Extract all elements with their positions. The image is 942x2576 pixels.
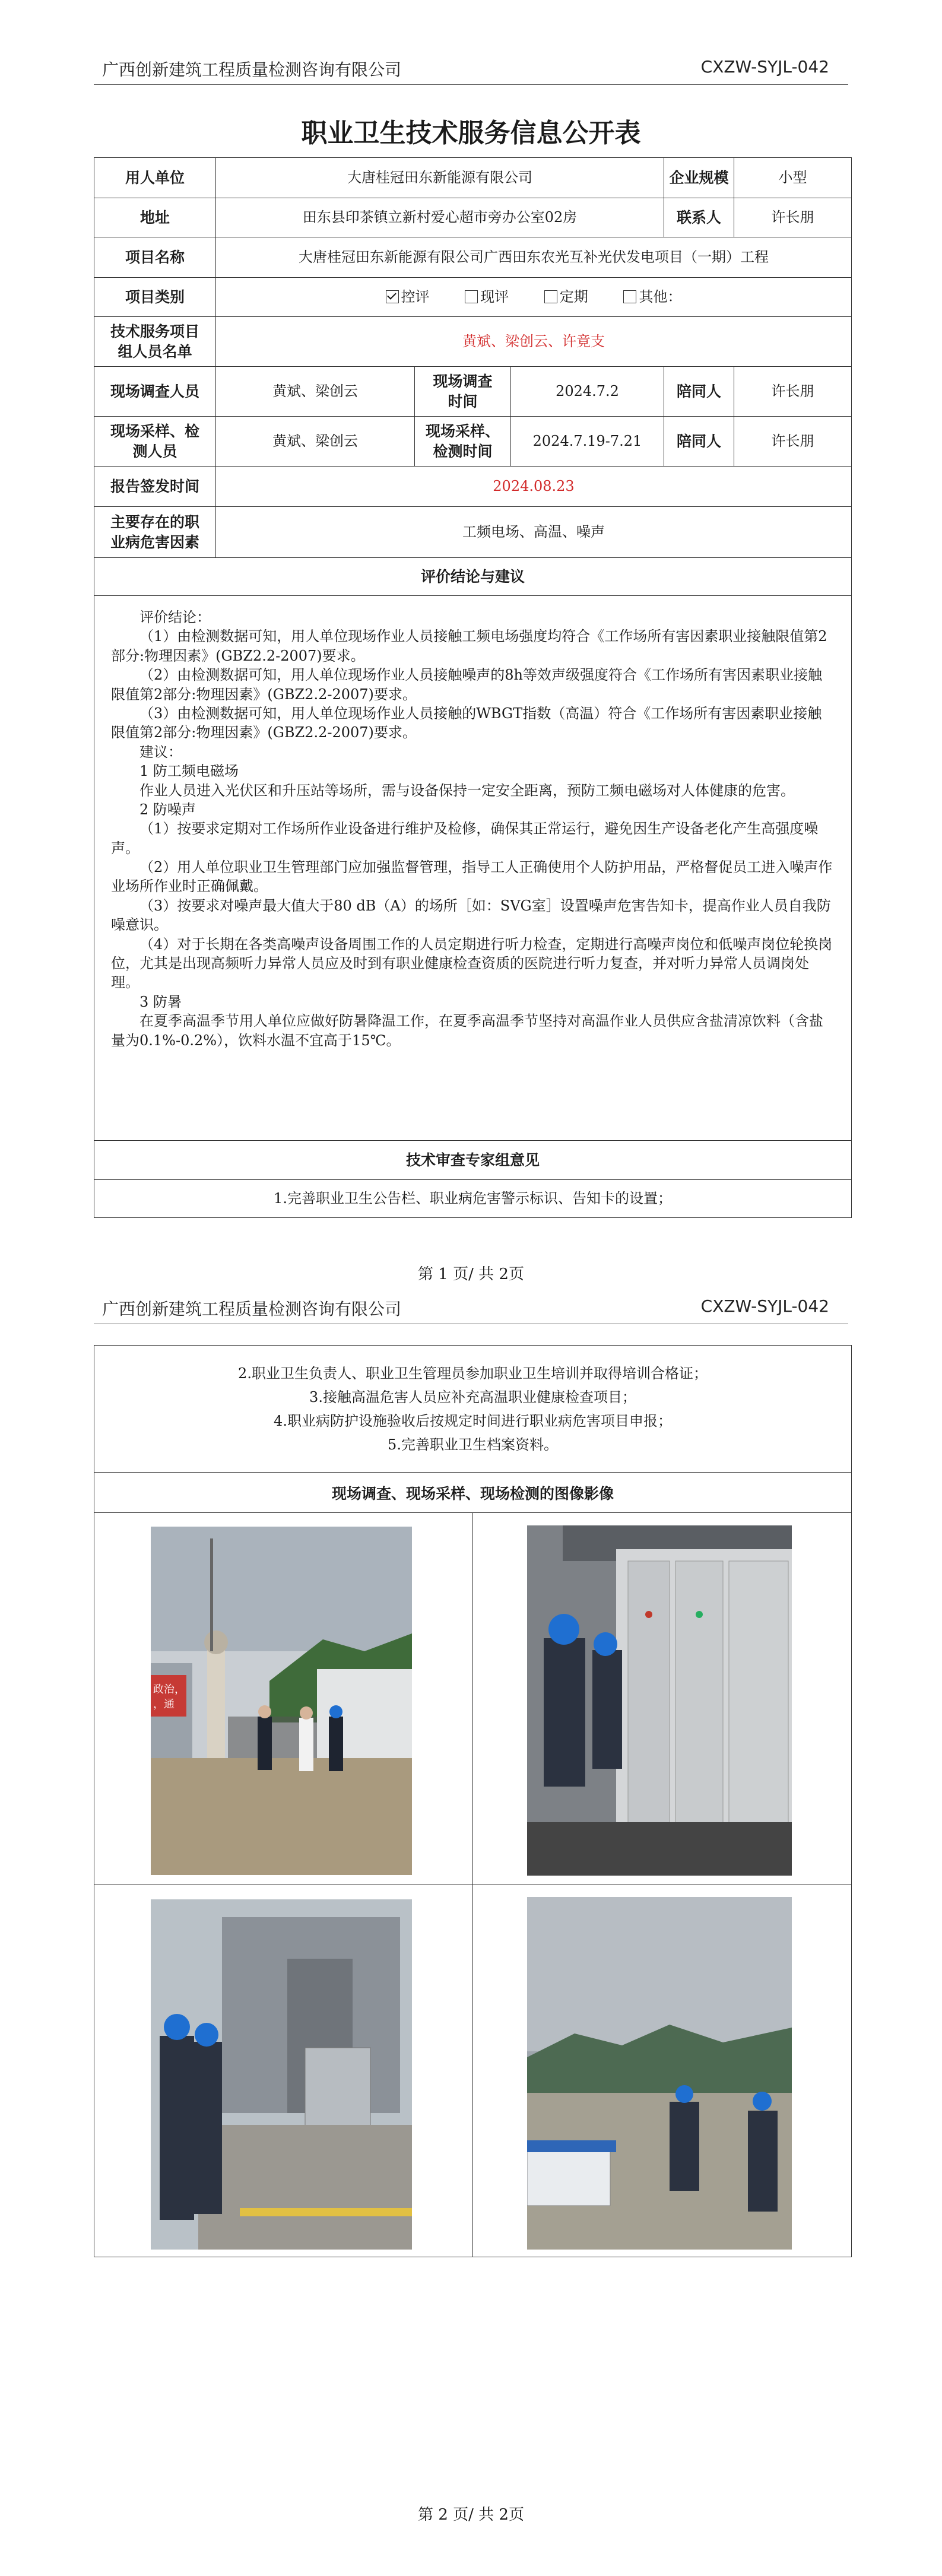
team-value: 黄斌、梁创云、许竟支 (216, 317, 852, 367)
photos-heading: 现场调查、现场采样、现场检测的图像影像 (94, 1473, 852, 1513)
evaluation-line: 评价结论： (139, 609, 211, 626)
evaluation-line: （4）对于长期在各类高噪声设备周围工作的人员定期进行听力检查，定期进行高噪声岗位和低噪声岗位轮换岗位，尤其是出现高频听力异常人员应及时到有职业健康检查资质的医院进行听力复查，并对听力异常人员调岗处理。 (111, 935, 833, 991)
checkbox-icon (623, 290, 636, 303)
document-code: CXZW-SYJL-042 (700, 57, 829, 77)
hazard-value: 工频电场、高温、噪声 (216, 507, 852, 558)
page-title: 职业卫生技术服务信息公开表 (301, 118, 641, 148)
page-header-2 (95, 1296, 847, 1322)
evaluation-body (94, 596, 852, 1141)
employer-label: 用人单位 (94, 158, 216, 198)
header-divider (94, 84, 848, 85)
row-evaluation-heading (94, 558, 852, 596)
info-table (94, 157, 852, 1218)
evaluation-line: 1 防工频电磁场 (139, 763, 239, 780)
checkbox-icon (465, 290, 478, 303)
company-name: 广西创新建筑工程质量检测咨询有限公司 (102, 1299, 402, 1319)
expert-item: 2.职业卫生负责人、职业卫生管理员参加职业卫生培训并取得培训合格证； (238, 1365, 708, 1382)
evaluation-line: （1）由检测数据可知，用人单位现场作业人员接触工频电场强度均符合《工作场所有害因素职业接触限值第2部分:物理因素》(GBZ2.2-2007)要求。 (111, 628, 827, 664)
checkbox-checked-icon (386, 290, 399, 303)
row-photos-heading (94, 1473, 852, 1513)
sampling-time-label: 现场采样、 检测时间 (415, 417, 511, 467)
expert-item: 5.完善职业卫生档案资料。 (388, 1436, 558, 1453)
row-team (94, 317, 852, 367)
photo-transformer-yard (151, 1899, 412, 2250)
sampling-person-value: 黄斌、梁创云 (216, 417, 415, 467)
hazard-label: 主要存在的职 业病危害因素 (94, 507, 216, 558)
expert-items-cell (94, 1346, 852, 1473)
expert-item: 4.职业病防护设施验收后按规定时间进行职业病危害项目申报； (274, 1412, 672, 1429)
photo-site-entrance (151, 1527, 412, 1875)
project-label: 项目名称 (94, 237, 216, 278)
expert-heading: 技术审查专家组意见 (94, 1141, 852, 1180)
evaluation-line: （2）由检测数据可知，用人单位现场作业人员接触噪声的8h等效声级强度符合《工作场所有害因素职业接触限值第2部分:物理因素》(GBZ2.2-2007)要求。 (111, 667, 822, 703)
category-option-periodic[interactable]: 定期 (544, 288, 588, 305)
evaluation-line: （3）按要求对噪声最大值大于80 dB（A）的场所［如：SVG室］设置噪声危害告知卡，提高作业人员自我防噪意识。 (111, 897, 831, 934)
expert-item: 1.完善职业卫生公告栏、职业病危害警示标识、告知卡的设置； (94, 1180, 852, 1218)
evaluation-line: （2）用人单位职业卫生管理部门应加强监督管理，指导工人正确使用个人防护用品，严格督促员工进入噪声作业场所作业时正确佩戴。 (111, 859, 833, 895)
row-evaluation-body (94, 596, 852, 1141)
row-address (94, 198, 852, 237)
person-figure (160, 2014, 194, 2220)
sampling-person-label: 现场采样、检 测人员 (94, 417, 216, 467)
sign-text: ，通 (153, 1698, 175, 1711)
team-label: 技术服务项目 组人员名单 (94, 317, 216, 367)
page-header (95, 57, 847, 83)
escort-label: 陪同人 (664, 367, 734, 417)
person-figure (329, 1705, 343, 1771)
scale-value: 小型 (734, 158, 852, 198)
row-category (94, 278, 852, 317)
evaluation-line: （3）由检测数据可知，用人单位现场作业人员接触的WBGT指数（高温）符合《工作场所有害因素职业接触限值第2部分:物理因素》(GBZ2.2-2007)要求。 (111, 705, 822, 741)
evaluation-line: 2 防噪声 (139, 801, 196, 818)
survey-time-value: 2024.7.2 (511, 367, 664, 417)
contact-label: 联系人 (664, 198, 734, 237)
report-date-label: 报告签发时间 (94, 467, 216, 507)
page-footer-1: 第 1 页/ 共 2页 (418, 1265, 524, 1283)
category-options (216, 278, 852, 317)
survey-person-label: 现场调查人员 (94, 367, 216, 417)
photo-pv-field (527, 1897, 792, 2250)
row-expert-item-1 (94, 1180, 852, 1218)
escort-label-2: 陪同人 (664, 417, 734, 467)
expert-item: 3.接触高温危害人员应补充高温职业健康检查项目； (309, 1388, 636, 1406)
category-option-current[interactable]: 现评 (465, 288, 509, 305)
checkbox-icon (544, 290, 557, 303)
page-footer-2: 第 2 页/ 共 2页 (418, 2506, 524, 2524)
row-employer (94, 158, 852, 198)
address-value: 田东县印茶镇立新村爱心超市旁办公室02房 (216, 198, 664, 237)
row-survey (94, 367, 852, 417)
scale-label: 企业规模 (664, 158, 734, 198)
sign-text: 政治， (153, 1683, 185, 1696)
row-expert-items (94, 1346, 852, 1473)
company-name: 广西创新建筑工程质量检测咨询有限公司 (102, 60, 402, 80)
person-figure (258, 1705, 272, 1770)
row-project (94, 237, 852, 278)
address-label: 地址 (94, 198, 216, 237)
row-report-date (94, 467, 852, 507)
category-option-other[interactable]: 其他： (623, 288, 681, 305)
person-figure (544, 1614, 585, 1787)
person-figure (192, 2023, 222, 2214)
contact-value: 许长朋 (734, 198, 852, 237)
escort-value-2: 许长朋 (734, 417, 852, 467)
evaluation-line: 建议： (139, 743, 182, 760)
evaluation-line: （1）按要求定期对工作场所作业设备进行维护及检修，确保其正常运行，避免因生产设备老化产生高强度噪声。 (111, 820, 819, 856)
escort-value: 许长朋 (734, 367, 852, 417)
survey-person-value: 黄斌、梁创云 (216, 367, 415, 417)
person-figure (299, 1706, 313, 1771)
category-option-control[interactable]: 控评 (386, 288, 430, 305)
evaluation-line: 作业人员进入光伏区和升压站等场所，需与设备保持一定安全距离，预防工频电磁场对人体健康的危害。 (139, 782, 795, 799)
evaluation-line: 3 防暑 (139, 993, 182, 1010)
photo-switchgear-room (527, 1525, 792, 1876)
employer-value: 大唐桂冠田东新能源有限公司 (216, 158, 664, 198)
evaluation-line: 在夏季高温季节用人单位应做好防暑降温工作，在夏季高温季节坚持对高温作业人员供应含盐清凉饮料（含盐量为0.1%-0.2%），饮料水温不宜高于15℃。 (111, 1013, 823, 1049)
category-label: 项目类别 (94, 278, 216, 317)
report-date-value: 2024.08.23 (216, 467, 852, 507)
project-value: 大唐桂冠田东新能源有限公司广西田东农光互补光伏发电项目（一期）工程 (216, 237, 852, 278)
person-figure (592, 1632, 622, 1769)
document-code: CXZW-SYJL-042 (700, 1296, 829, 1316)
survey-time-label: 现场调查 时间 (415, 367, 511, 417)
row-expert-heading (94, 1141, 852, 1180)
sampling-time-value: 2024.7.19-7.21 (511, 417, 664, 467)
row-sampling (94, 417, 852, 467)
evaluation-heading: 评价结论与建议 (94, 558, 852, 596)
row-hazards (94, 507, 852, 558)
